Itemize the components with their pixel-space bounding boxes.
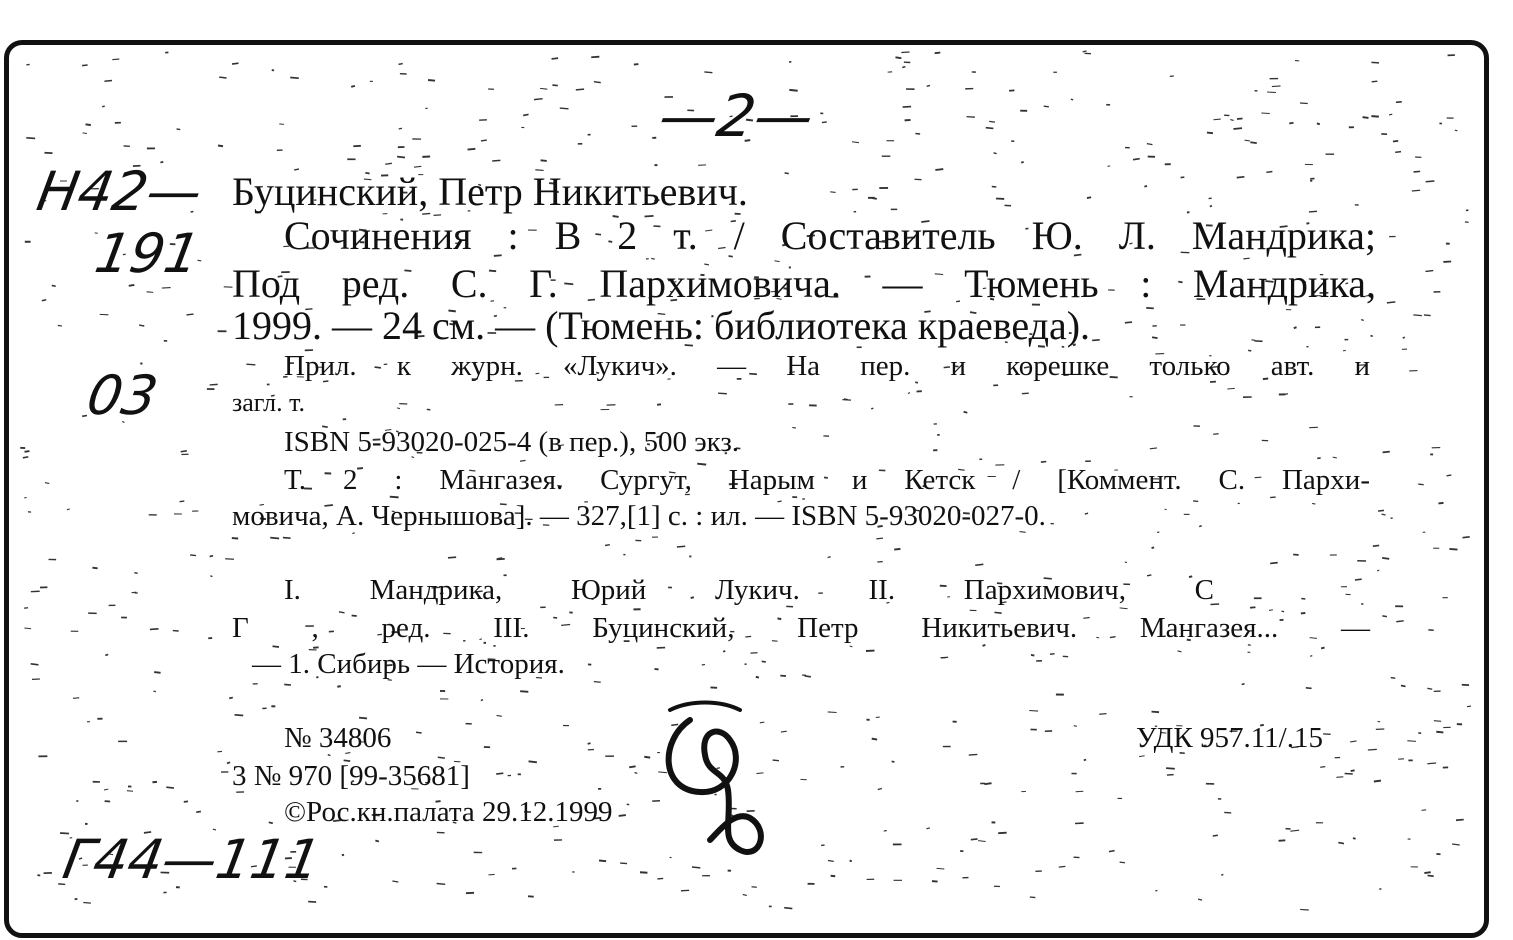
title-line-2: Под ред. С. Г. Пархимовича. — Тюмень : Мандрика, xyxy=(232,261,1376,306)
handwritten-volume-number: —2— xyxy=(654,82,819,150)
title-line-1: Сочинения : В 2 т. / Составитель Ю. Л. Мандрика; xyxy=(284,213,1376,258)
isbn-line: ISBN 5-93020-025-4 (в пер.), 500 экз. xyxy=(284,426,740,458)
udk-code: УДК 957.11/.15 xyxy=(1136,722,1323,754)
handwritten-call-number-top: Н42— xyxy=(32,160,207,223)
handwritten-call-number-bottom: Г44—111 xyxy=(58,828,326,891)
record-number: № 34806 xyxy=(284,722,392,754)
copyright-line: ©Рос.кн.палата 29.12.1999 xyxy=(284,796,613,828)
tracing-line-1: I. Мандрика, Юрий Лукич. II. Пархимович, С xyxy=(284,574,1214,606)
volume-line-2: мовича, А. Чернышова]. — 327,[1] с. : ил. — ISBN 5-93020-027-0. xyxy=(232,500,1046,532)
note-line-2: загл. т. xyxy=(232,388,306,417)
title-line-3: 1999. — 24 см. — (Тюмень: библиотека краеведа). xyxy=(232,303,1091,348)
author-heading: Буцинский, Петр Никитьевич. xyxy=(232,169,748,214)
note-line-1: Прил. к журн. «Лукич». — На пер. и корешке только авт. и xyxy=(284,350,1370,382)
handwritten-call-number-03: 03 xyxy=(82,364,163,427)
handwritten-signature-mark xyxy=(650,700,790,870)
handwritten-call-number-mid: 191 xyxy=(90,222,205,285)
tracing-line-3: — 1. Сибирь — История. xyxy=(252,648,565,680)
tracing-line-2: Г , ред. III. Буцинский, Петр Никитьевич. Мангазея... — xyxy=(232,612,1370,644)
order-number: 3 № 970 [99-35681] xyxy=(232,760,470,792)
volume-line-1: Т. 2 : Мангазея. Сургут, Нарым и Кетск / [Коммент. С. Пархи- xyxy=(284,464,1370,496)
